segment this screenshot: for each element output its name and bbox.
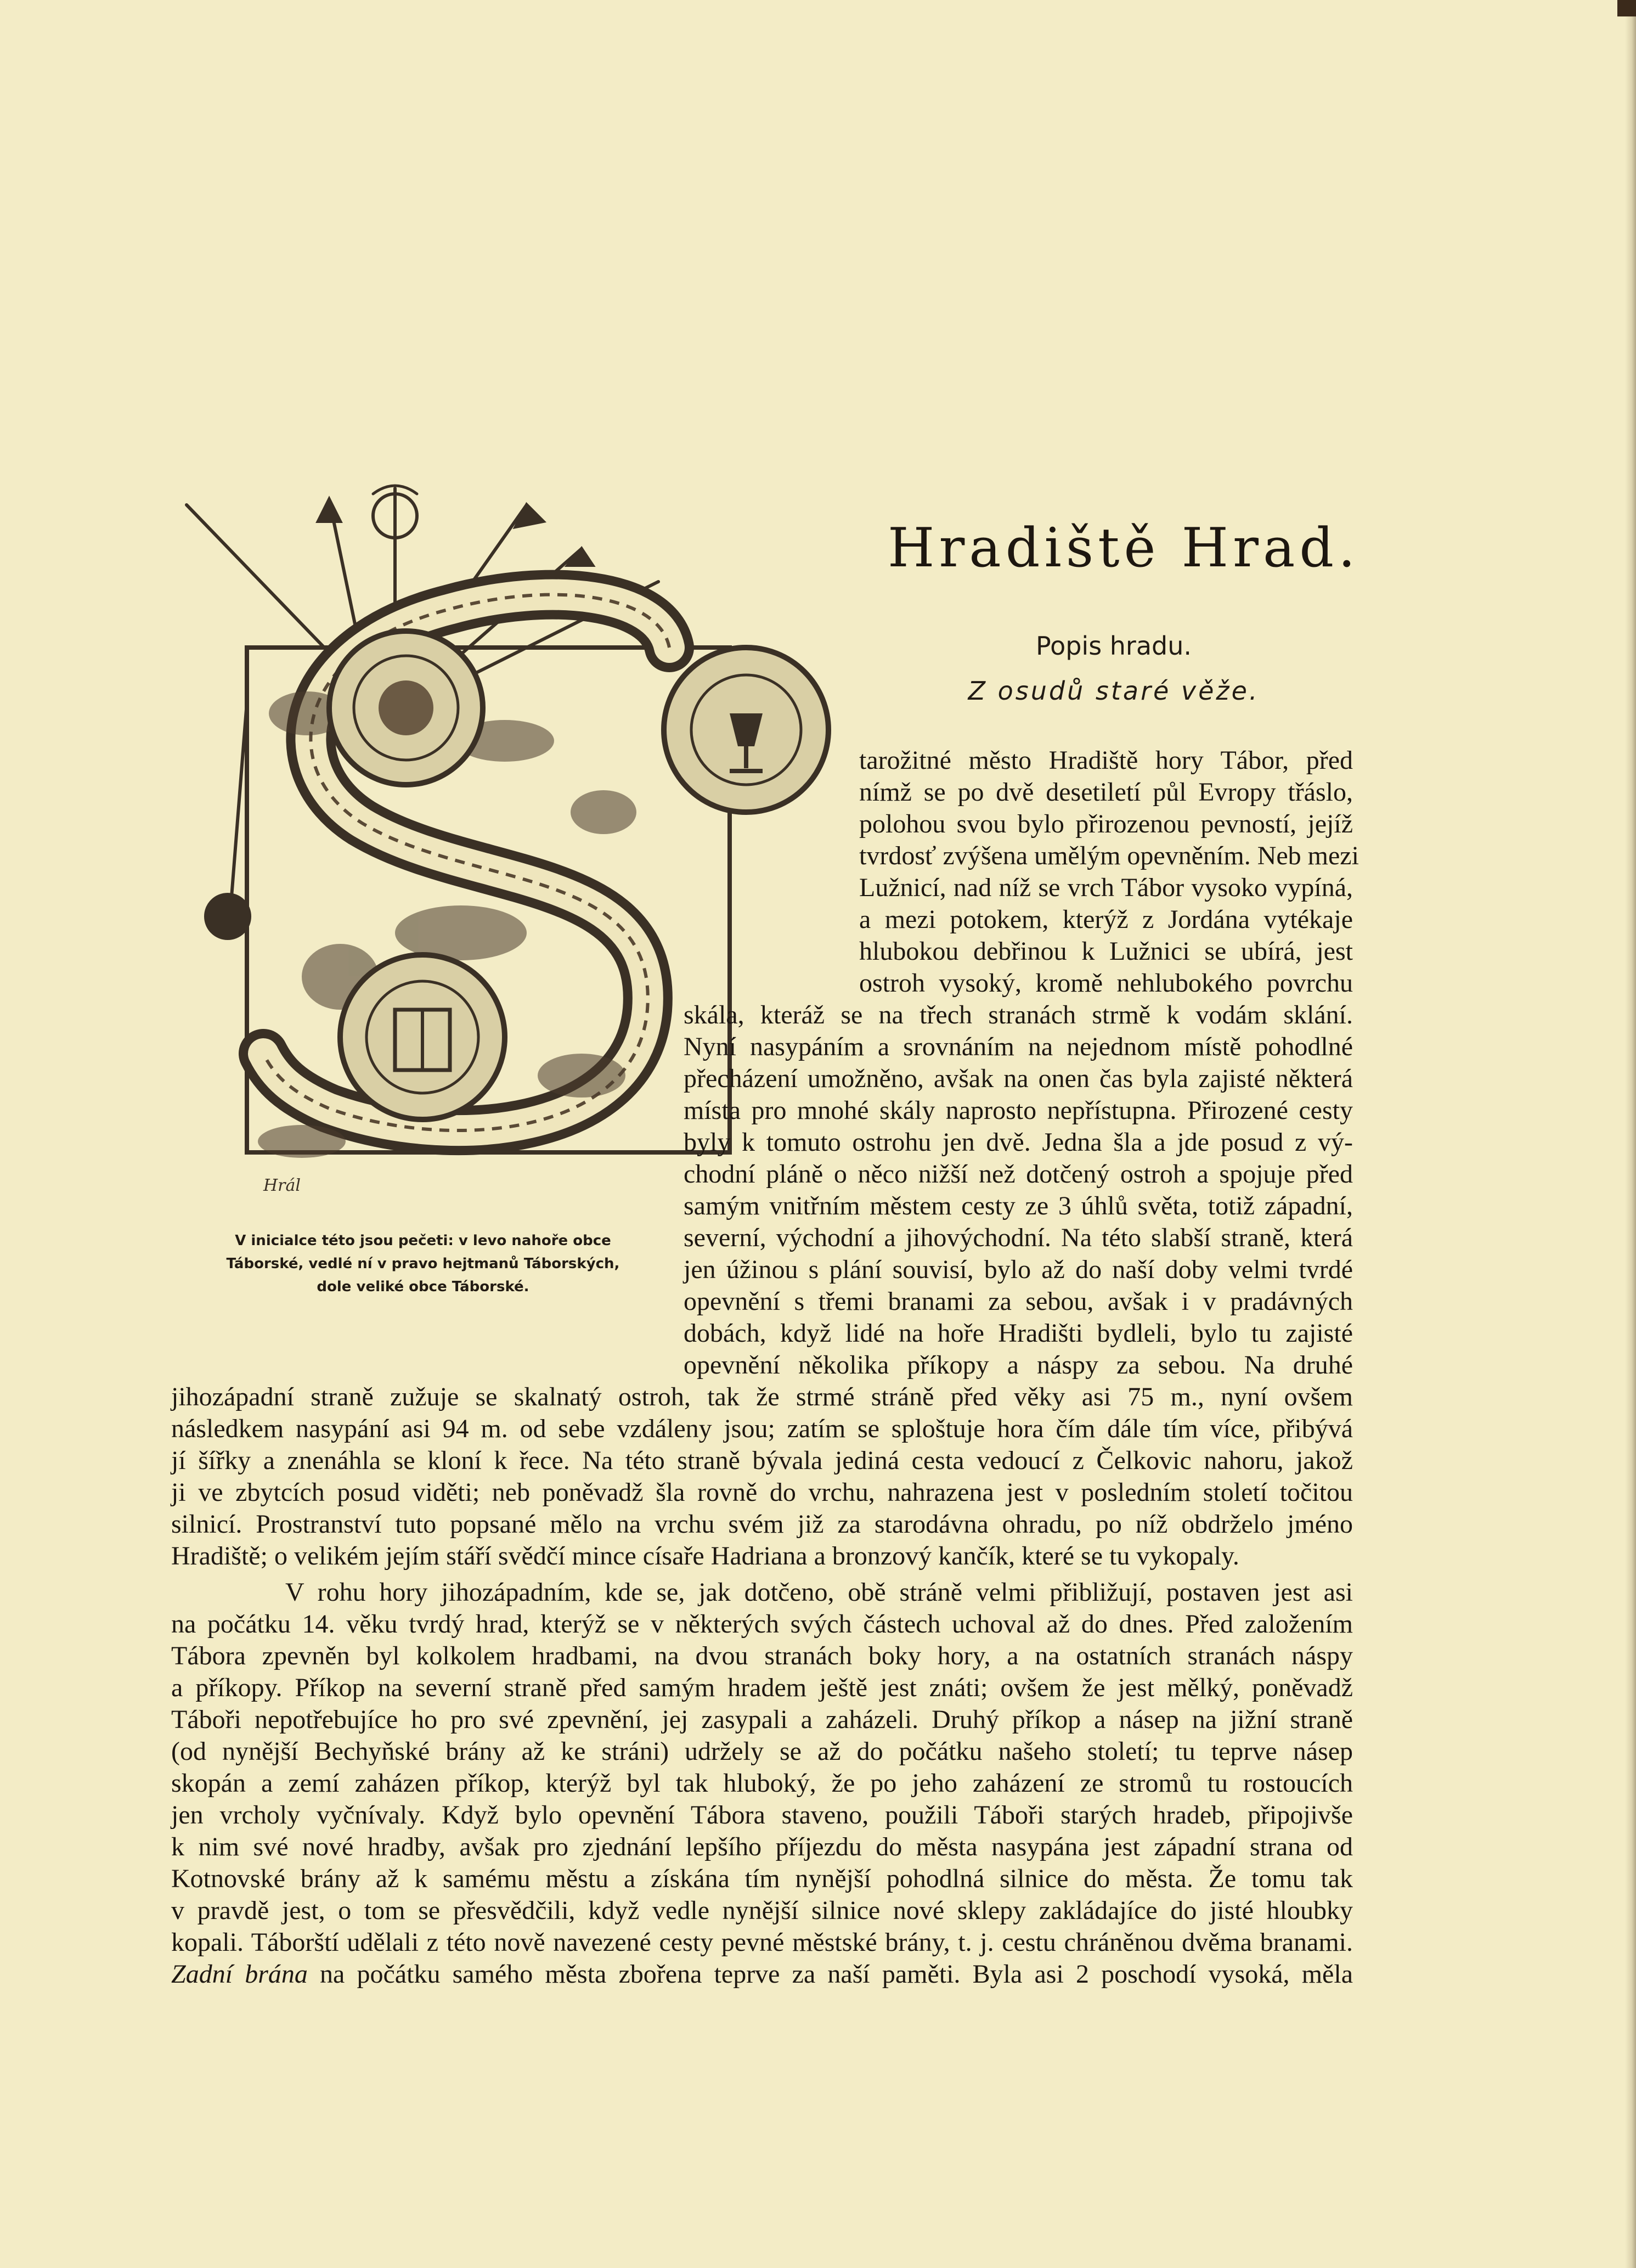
body-line: a příkopy. Příkop na severní straně před samým hradem ještě jest znáti; ovšem že jest mělký, poněvadž <box>171 1673 1353 1702</box>
body-line: skála, kteráž se na třech stranách strmě k vodám sklání. <box>684 1000 1353 1029</box>
body-line: tarožitné město Hradiště hory Tábor, před <box>859 746 1353 775</box>
body-line: Tábora zpevněn byl kolkolem hradbami, na dvou stranách boky hory, a na ostatních stranách náspy <box>171 1641 1353 1670</box>
body-line: jen vrcholy vyčnívaly. Když bylo opevnění Tábora staveno, použili Táboři starých hradeb, připojivše <box>171 1800 1353 1830</box>
body-line: kopali. Táborští udělali z této nově navezené cesty pevné městské brány, t. j. cestu chráněnou dvěma branami. <box>171 1928 1353 1957</box>
body-line: k nim své nové hradby, avšak pro zjednání lepšího příjezdu do města nasypána jest západní strana od <box>171 1832 1353 1861</box>
body-line: skopán a zemí zaházen příkop, kterýž byl tak hluboký, že po jeho zaházení ze stromů tu rostoucích <box>171 1769 1353 1798</box>
body-line: Kotnovské brány až k samému městu a získána tím nynější pohodlná silnice do města. Že tomu tak <box>171 1864 1353 1893</box>
body-line: Lužnicí, nad níž se vrch Tábor vysoko vypíná, <box>859 873 1353 902</box>
caption-line: dole veliké obce Táborské. <box>317 1279 529 1295</box>
body-line: byly k tomuto ostrohu jen dvě. Jedna šla a jde posud z vý- <box>684 1128 1353 1157</box>
body-line: ostroh vysoký, kromě nehlubokého povrchu <box>859 969 1353 998</box>
body-line: dobách, když lidé na hoře Hradišti bydleli, bylo tu zajisté <box>684 1319 1353 1348</box>
body-line: hlubokou debřinou k Lužnici se ubírá, jest <box>859 937 1353 966</box>
page-title: Hradiště Hrad. <box>888 517 1360 579</box>
body-line: Táboři nepotřebujíce ho pro své zpevnění, jej zasypali a zaházeli. Druhý příkop a násep na jižní straně <box>171 1705 1353 1734</box>
body-line: a mezi potokem, kterýž z Jordána vytékaje <box>859 905 1353 934</box>
body-line-rest: na počátku samého města zbořena teprve za naší paměti. Byla asi 2 poschodí vysoká, měla <box>307 1960 1353 1989</box>
body-line: tvrdosť zvýšena umělým opevněním. Neb mezi <box>859 841 1359 870</box>
body-line: V rohu hory jihozápadním, kde se, jak dotčeno, obě stráně velmi přibližují, postaven jest asi <box>285 1578 1353 1607</box>
body-line: následkem nasypání asi 94 m. od sebe vzdáleny jsou; zatím se sploštuje hora čím dále tím více, přibývá <box>171 1414 1353 1443</box>
body-line: opevnění několika příkopy a náspy za sebou. Na druhé <box>684 1350 1353 1380</box>
body-line: jihozápadní straně zužuje se skalnatý ostroh, tak že strmé stráně před věky asi 75 m., nyní ovšem <box>171 1382 1353 1411</box>
body-line: v pravdě jest, o tom se přesvědčili, když vedle nynější silnice nové sklepy zakládajíce do jisté hloubky <box>171 1896 1353 1925</box>
body-line: nímž se po dvě desetiletí půl Evropy třáslo, <box>859 778 1353 807</box>
body-line: severní, východní a jihovýchodní. Na této slabší straně, která <box>684 1223 1353 1252</box>
body-line: chodní pláně o něco nižší než dotčený ostroh a spojuje před <box>684 1160 1353 1189</box>
body-line: přecházení umožněno, avšak na onen čas byla zajisté některá <box>684 1064 1353 1093</box>
page-edge-shadow <box>1625 0 1636 2268</box>
illustration-signature: Hrál <box>263 1176 301 1195</box>
body-line: na počátku 14. věku tvrdý hrad, kterýž se v některých svých částech uchoval až do dnes. Před založením <box>171 1609 1353 1639</box>
body-line: Nyní nasypáním a srovnáním na nejednom místě pohodlné <box>684 1032 1353 1061</box>
body-line: samým vnitřním městem cesty ze 3 úhlů světa, totiž západní, <box>684 1191 1353 1220</box>
subtitle-z-osudu: Z osudů staré věže. <box>968 676 1260 706</box>
scan-corner-mark <box>1617 0 1636 16</box>
body-line: polohou svou bylo přirozenou pevností, jejíž <box>859 809 1353 838</box>
body-line: jen úžinou s plání souvisí, bylo až do naší doby velmi tvrdé <box>684 1255 1353 1284</box>
body-line: (od nynější Bechyňské brány až ke stráni) udržely se až do počátku našeho století; tu teprve násep <box>171 1737 1353 1766</box>
body-line: Hradiště; o velikém jejím stáří svědčí mince císaře Hadriana a bronzový kančík, které se tu vykopaly. <box>171 1541 1239 1571</box>
body-line: ji ve zbytcích posud viděti; neb poněvadž šla rovně do vrchu, nahrazena jest v posledním století točitou <box>171 1478 1353 1507</box>
body-line: místa pro mnohé skály naprosto nepřístupna. Přirozené cesty <box>684 1096 1353 1125</box>
body-line: opevnění s třemi branami za sebou, avšak i v pradávných <box>684 1287 1353 1316</box>
body-line: jí šířky a znenáhla se kloní k řece. Na této straně bývala jediná cesta vedoucí z Čelkovic nahoru, jakož <box>171 1446 1353 1475</box>
caption-line: Táborské, vedlé ní v pravo hejtmanů Táborských, <box>226 1256 620 1272</box>
subtitle-popis-hradu: Popis hradu. <box>1035 631 1192 661</box>
caption-line: V inicialce této jsou pečeti: v levo nahoře obce <box>235 1233 611 1249</box>
italic-phrase: Zadní brána <box>171 1960 308 1989</box>
body-line: silnicí. Prostranství tuto popsané mělo na vrchu svém již za starodávna ohradu, po níž obdrželo jméno <box>171 1510 1353 1539</box>
body-line-last <box>171 1959 1353 1990</box>
illustration-caption <box>195 1229 651 1298</box>
